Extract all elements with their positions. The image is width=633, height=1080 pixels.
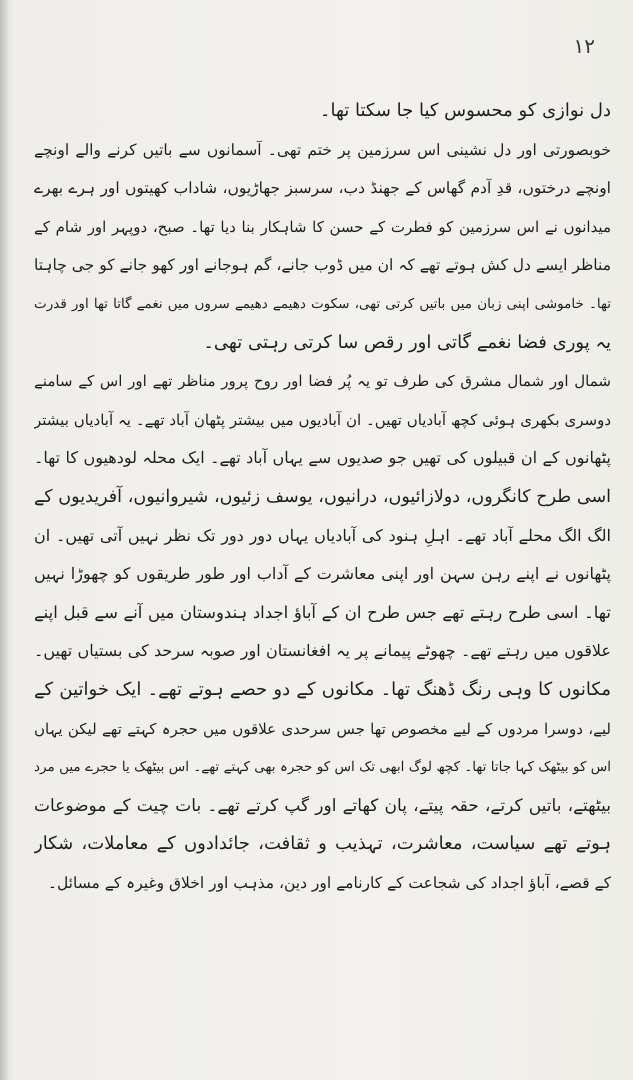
text-line: پٹھانوں کے ان قبیلوں کی تھیں جو صدیوں سے یہاں آباد تھے۔ ایک محلہ لودھیوں کا تھا۔	[34, 448, 611, 468]
text-line: ہوتے تھے سیاست، معاشرت، تہذیب و ثقافت، جائدادوں کے معاملات، شکار	[34, 833, 611, 855]
text-line: میدانوں نے اس سرزمین کو فطرت کے حسن کا شاہکار بنا دیا تھا۔ صبح، دوپہر اور شام کے	[34, 217, 611, 236]
text-line: اونچے درختوں، قدِ آدم گھاس کے جھنڈ دب، سرسبز جھاڑیوں، شاداب کھیتوں اور ہرے بھرے	[34, 179, 611, 198]
text-line: تھا۔ خاموشی اپنی زبان میں باتیں کرتی تھی، سکوت دھیمے دھیمے سروں میں نغمے گاتا تھا اور قدرت	[34, 295, 611, 312]
text-line: مناظر ایسے دل کش ہوتے تھے کہ ان میں ڈوب جانے، گم ہوجانے اور کھو جانے کو جی چاہتا	[34, 256, 611, 275]
text-line: تھا۔ اسی طرح رہتے تھے جس طرح ان کے آباؤ اجداد ہندوستان میں آنے سے قبل اپنے	[34, 602, 611, 622]
text-line: دوسری بکھری ہوئی کچھ آبادیاں تھیں۔ ان آبادیوں میں بیشتر پٹھان آباد تھے۔ یہ آبادیاں بیشتر	[34, 410, 611, 429]
text-line: خوبصورتی اور دل نشینی اس سرزمین پر ختم تھی۔ آسمانوں سے باتیں کرنے والے اونچے	[34, 140, 611, 159]
text-line: دل نوازی کو محسوس کیا جا سکتا تھا۔	[319, 100, 611, 121]
text-line: علاقوں میں رہتے تھے۔ چھوٹے پیمانے پر یہ افغانستان اور صوبہ سرحد کی بستیاں تھیں۔	[34, 641, 611, 661]
text-line: اسی طرح کانگروں، دولازائیوں، درانیوں، یوسف زئیوں، شیروانیوں، آفریدیوں کے	[34, 486, 611, 507]
text-line: شمال اور شمال مشرق کی طرف تو یہ پُر فضا اور روح پرور مناظر تھے اور اس کے سامنے	[34, 372, 611, 391]
text-line: یہ پوری فضا نغمے گاتی اور رقص سا کرتی رہتی تھی۔	[203, 331, 611, 353]
page-number: ۱۲	[573, 34, 595, 58]
text-line: پٹھانوں نے اپنے رہن سہن اور اپنی معاشرت کے آداب اور طور طریقوں کو چھوڑا نہیں	[34, 564, 611, 584]
book-spine-shadow	[0, 0, 8, 1080]
text-line: الگ الگ محلے آباد تھے۔ اہلِ ہنود کی آبادیاں یہاں دور دور تک نظر نہیں آتی تھیں۔ ان	[34, 525, 611, 545]
text-line: لیے، دوسرا مردوں کے لیے مخصوص تھا جس سرحدی علاقوں میں حجرہ کہتے تھے لیکن یہاں	[34, 719, 611, 738]
text-line: اس کو بیٹھک کہا جاتا تھا۔ کچھ لوگ ابھی تک اس کو حجرہ بھی کہتے تھے۔ اس بیٹھک یا حجرے میں مرد	[34, 759, 611, 776]
text-line: مکانوں کا وہی رنگ ڈھنگ تھا۔ مکانوں کے دو حصے ہوتے تھے۔ ایک خواتین کے	[34, 678, 611, 700]
text-line: کے قصے، آباؤ اجداد کی شجاعت کے کارنامے اور دین، مذہب اور اخلاق وغیرہ کے مسائل۔	[47, 873, 611, 892]
text-line: بیٹھتے، باتیں کرتے، حقہ پیتے، پان کھاتے اور گپ کرتے تھے۔ بات چیت کے موضوعات	[34, 795, 611, 816]
body-text	[34, 92, 611, 902]
